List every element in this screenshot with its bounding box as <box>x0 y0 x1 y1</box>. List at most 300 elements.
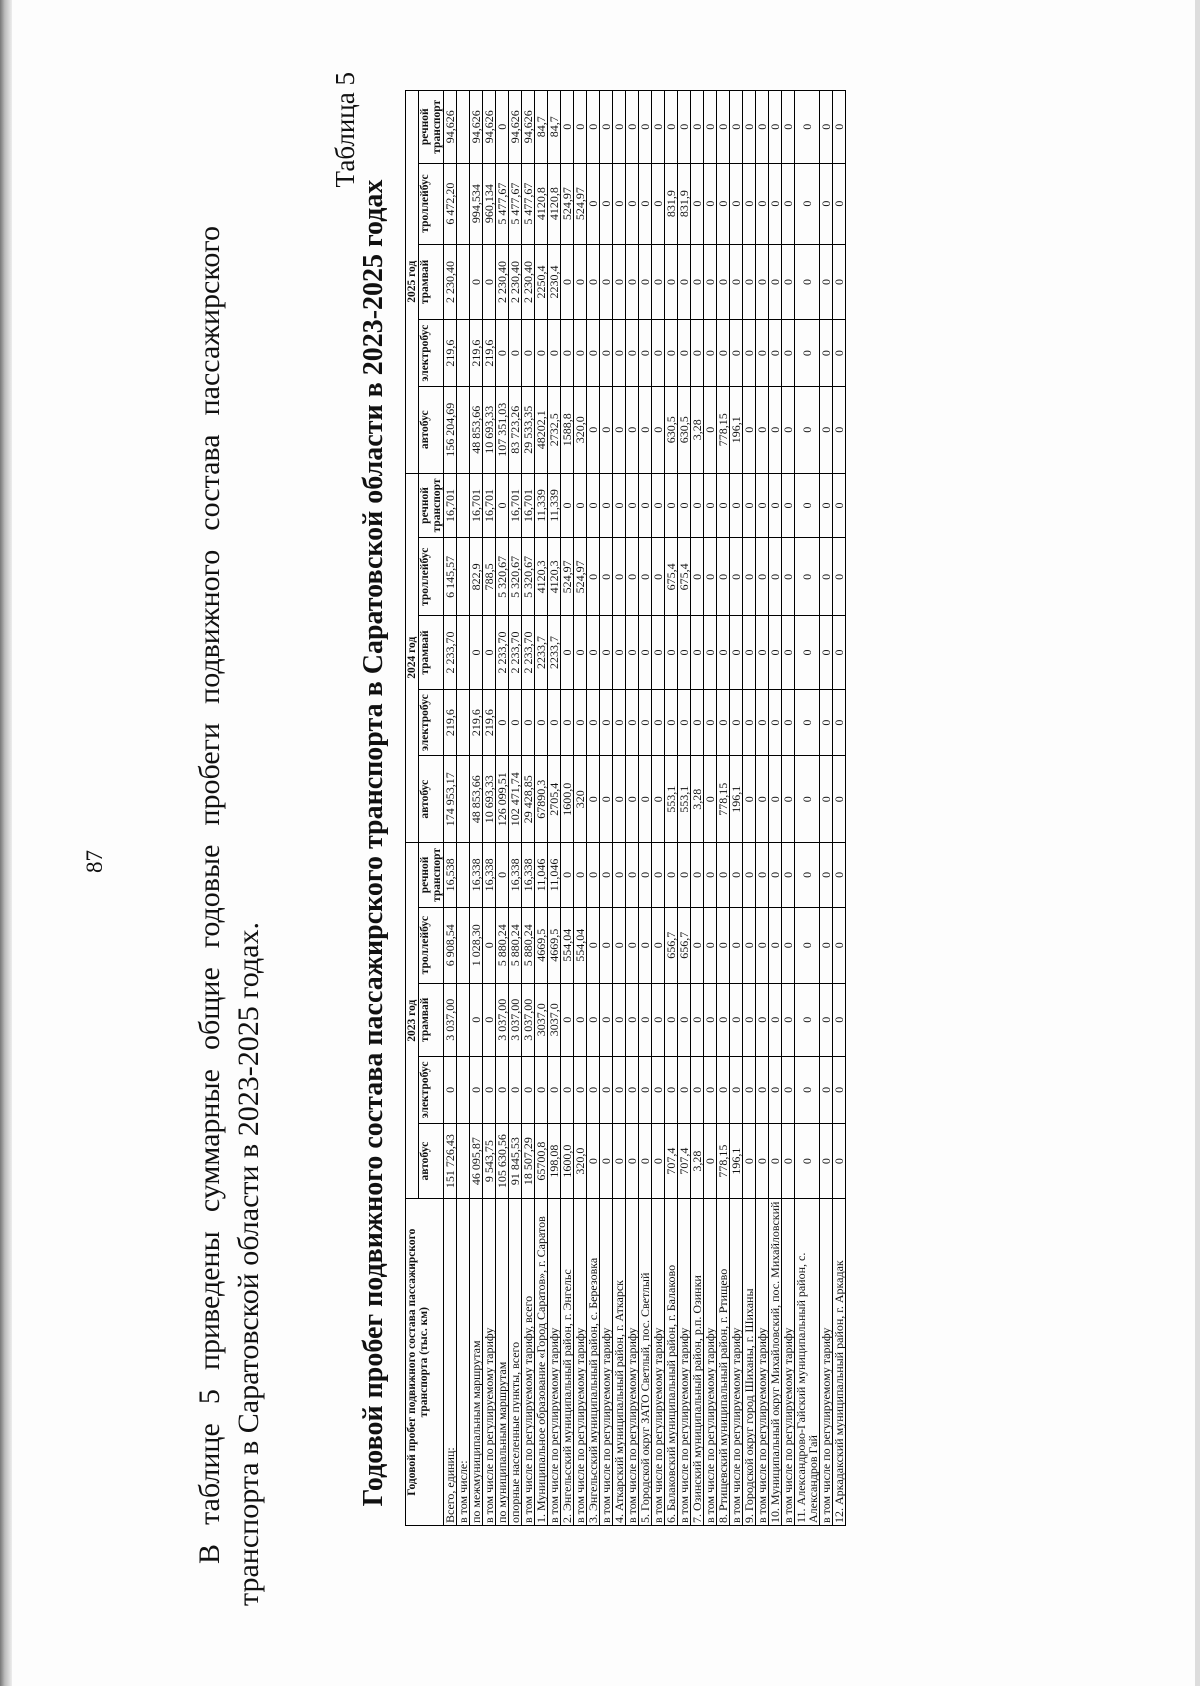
table-cell: 10 693,33 <box>483 756 496 843</box>
table-cell: 0 <box>782 538 795 616</box>
row-name: в том числе по регулируемому тарифу <box>600 1199 613 1526</box>
table-cell: 0 <box>678 983 691 1057</box>
mileage-table <box>405 90 846 1526</box>
table-cell: 0 <box>795 842 820 907</box>
table-cell: 778,15 <box>717 756 730 843</box>
table-cell: 3,28 <box>691 387 704 474</box>
table-cell: 3 037,00 <box>509 983 522 1057</box>
table-cell: 0 <box>600 91 613 164</box>
table-cell: 0 <box>613 689 626 756</box>
table-cell: 0 <box>782 320 795 387</box>
table-cell: 1600,0 <box>561 756 574 843</box>
table-cell: 0 <box>795 91 820 164</box>
table-cell: 0 <box>561 244 574 320</box>
table-row <box>600 91 613 1526</box>
table-cell: 0 <box>483 983 496 1057</box>
row-name: в том числе по регулируемому тарифу <box>678 1199 691 1526</box>
table-cell: 0 <box>587 1123 600 1199</box>
table-cell: 94,626 <box>483 91 496 164</box>
table-cell: 84,7 <box>535 91 548 164</box>
intro-paragraph: В таблице 5 приведены суммарные общие годовые пробеги подвижного состава пассажирского транспорта в Саратовской области в 2023-2025 годах. <box>193 226 265 1606</box>
table-cell: 0 <box>548 689 561 756</box>
row-name: 6. Балаковский муниципальный район, г. Балаково <box>665 1199 678 1526</box>
table-cell: 0 <box>756 756 769 843</box>
table-cell: 524,97 <box>574 538 587 616</box>
table-cell: 0 <box>769 1123 782 1199</box>
table-cell: 0 <box>587 320 600 387</box>
row-name: в том числе по регулируемому тарифу <box>574 1199 587 1526</box>
table-cell: 0 <box>704 756 717 843</box>
table-cell: 0 <box>574 244 587 320</box>
table-cell: 0 <box>509 320 522 387</box>
table-cell: 0 <box>756 387 769 474</box>
table-cell: 0 <box>730 538 743 616</box>
table-cell: 0 <box>743 320 756 387</box>
row-name: в том числе по регулируемому тарифу <box>483 1199 496 1526</box>
table-row <box>782 91 795 1526</box>
table-row <box>691 91 704 1526</box>
table-cell: 0 <box>574 473 587 538</box>
table-cell: 196,1 <box>730 387 743 474</box>
table-cell: 0 <box>782 244 795 320</box>
table-cell: 0 <box>717 91 730 164</box>
table-cell <box>457 983 470 1057</box>
row-name: в том числе по регулируемому тарифу <box>548 1199 561 1526</box>
table-cell: 84,7 <box>548 91 561 164</box>
table-cell: 0 <box>782 983 795 1057</box>
table-cell: 0 <box>782 616 795 690</box>
table-cell: 0 <box>730 163 743 244</box>
table-cell: 0 <box>600 616 613 690</box>
table-cell: 3,28 <box>691 1123 704 1199</box>
table-cell: 0 <box>743 91 756 164</box>
table-cell: 831,9 <box>665 163 678 244</box>
table-cell: 2 230,40 <box>444 244 457 320</box>
table-cell: 0 <box>769 91 782 164</box>
table-cell: 0 <box>704 244 717 320</box>
table-row <box>820 91 833 1526</box>
table-cell: 0 <box>743 1057 756 1124</box>
row-name: в том числе по регулируемому тарифу, всего <box>522 1199 535 1526</box>
table-cell: 156 204,69 <box>444 387 457 474</box>
table-cell: 5 320,67 <box>509 538 522 616</box>
table-cell: 107 351,03 <box>496 387 509 474</box>
table-cell: 0 <box>782 473 795 538</box>
table-cell: 219,6 <box>444 320 457 387</box>
table-cell <box>457 1057 470 1124</box>
table-cell: 48 853,66 <box>470 756 483 843</box>
table-cell: 1600,0 <box>561 1123 574 1199</box>
table-cell: 5 320,67 <box>496 538 509 616</box>
table-cell: 67890,3 <box>535 756 548 843</box>
table-cell: 0 <box>820 320 833 387</box>
column-header: электробус <box>419 689 444 756</box>
table-cell: 778,15 <box>717 1123 730 1199</box>
table-cell: 0 <box>626 983 639 1057</box>
row-name: 9. Городской округ город Шиханы, г. Шиханы <box>743 1199 756 1526</box>
column-header: троллейбус <box>419 907 444 983</box>
table-cell: 0 <box>717 473 730 538</box>
table-cell: 4120,8 <box>548 163 561 244</box>
table-cell: 656,7 <box>665 907 678 983</box>
table-row <box>833 91 846 1526</box>
table-cell: 0 <box>652 163 665 244</box>
table-cell: 0 <box>743 1123 756 1199</box>
table-cell: 0 <box>639 689 652 756</box>
table-cell: 16,538 <box>444 842 457 907</box>
table-cell: 0 <box>587 842 600 907</box>
table-cell: 198,08 <box>548 1123 561 1199</box>
table-cell: 0 <box>769 163 782 244</box>
table-cell: 0 <box>691 842 704 907</box>
table-cell: 0 <box>691 163 704 244</box>
table-cell: 0 <box>470 616 483 690</box>
table-cell: 0 <box>820 689 833 756</box>
table-cell: 0 <box>639 163 652 244</box>
column-header: речной транспорт <box>419 842 444 907</box>
table-cell: 2 233,70 <box>522 616 535 690</box>
table-cell: 0 <box>613 244 626 320</box>
table-cell: 0 <box>756 842 769 907</box>
table-cell: 94,626 <box>522 91 535 164</box>
table-cell: 0 <box>639 473 652 538</box>
table-title: Годовой пробег подвижного состава пассажирского транспорта в Саратовской области в 2023-2025 годах <box>358 179 389 1507</box>
table-cell: 2705,4 <box>548 756 561 843</box>
table-cell: 0 <box>639 983 652 1057</box>
table-cell: 0 <box>483 244 496 320</box>
table-cell: 3,28 <box>691 756 704 843</box>
table-cell: 0 <box>756 983 769 1057</box>
table-cell: 0 <box>600 387 613 474</box>
table-cell: 0 <box>704 473 717 538</box>
table-cell: 0 <box>756 538 769 616</box>
table-cell: 0 <box>665 91 678 164</box>
table-cell <box>457 756 470 843</box>
table-cell: 0 <box>691 1057 704 1124</box>
table-cell: 0 <box>652 1123 665 1199</box>
table-cell: 320,0 <box>574 1123 587 1199</box>
table-cell: 656,7 <box>678 907 691 983</box>
table-cell: 0 <box>626 616 639 690</box>
table-cell: 707,4 <box>665 1123 678 1199</box>
table-cell: 0 <box>691 616 704 690</box>
table-cell: 0 <box>678 473 691 538</box>
table-cell: 0 <box>470 983 483 1057</box>
table-cell: 0 <box>678 1057 691 1124</box>
table-cell: 0 <box>704 842 717 907</box>
column-header: трамвай <box>419 983 444 1057</box>
table-cell: 0 <box>626 244 639 320</box>
table-cell: 0 <box>704 320 717 387</box>
table-cell: 0 <box>743 387 756 474</box>
table-cell: 0 <box>665 1057 678 1124</box>
table-cell: 0 <box>782 1057 795 1124</box>
table-cell: 0 <box>665 689 678 756</box>
table-cell: 0 <box>574 616 587 690</box>
table-cell: 0 <box>743 473 756 538</box>
table-cell: 0 <box>717 163 730 244</box>
table-cell: 3037,0 <box>535 983 548 1057</box>
table-cell: 219,6 <box>470 320 483 387</box>
row-name: по межмуниципальным маршрутам <box>470 1199 483 1526</box>
table-cell: 219,6 <box>470 689 483 756</box>
table-row <box>444 91 457 1526</box>
table-cell: 0 <box>795 244 820 320</box>
table-cell: 0 <box>691 473 704 538</box>
table-cell: 0 <box>820 91 833 164</box>
table-cell: 0 <box>820 616 833 690</box>
table-cell: 524,97 <box>574 163 587 244</box>
table-row <box>678 91 691 1526</box>
table-cell: 994,534 <box>470 163 483 244</box>
table-cell: 29 428,85 <box>522 756 535 843</box>
table-cell: 0 <box>665 473 678 538</box>
table-cell: 0 <box>626 756 639 843</box>
table-cell: 16,701 <box>444 473 457 538</box>
table-cell: 822,9 <box>470 538 483 616</box>
table-cell: 0 <box>704 616 717 690</box>
table-cell: 48202,1 <box>535 387 548 474</box>
table-cell <box>457 473 470 538</box>
table-cell: 0 <box>470 1057 483 1124</box>
table-cell: 831,9 <box>678 163 691 244</box>
table-cell: 0 <box>782 842 795 907</box>
table-cell: 0 <box>833 983 846 1057</box>
table-cell: 788,5 <box>483 538 496 616</box>
table-cell: 0 <box>691 320 704 387</box>
table-cell: 0 <box>509 689 522 756</box>
table-cell: 0 <box>613 756 626 843</box>
table-cell: 0 <box>820 1123 833 1199</box>
table-cell: 4120,8 <box>535 163 548 244</box>
table-cell <box>457 842 470 907</box>
table-cell: 0 <box>587 756 600 843</box>
table-cell: 0 <box>704 163 717 244</box>
table-cell: 0 <box>769 983 782 1057</box>
table-cell: 0 <box>626 320 639 387</box>
row-name: 3. Энгельсский муниципальный район, с. Березовка <box>587 1199 600 1526</box>
table-cell: 0 <box>665 616 678 690</box>
row-name: по муниципальным маршрутам <box>496 1199 509 1526</box>
table-cell: 0 <box>587 538 600 616</box>
table-row <box>535 91 548 1526</box>
table-cell: 0 <box>769 538 782 616</box>
table-cell: 0 <box>652 616 665 690</box>
table-cell: 0 <box>665 320 678 387</box>
table-cell: 0 <box>639 1057 652 1124</box>
table-cell: 0 <box>833 842 846 907</box>
table-cell: 5 880,24 <box>509 907 522 983</box>
page-number: 87 <box>82 850 107 873</box>
table-cell: 0 <box>639 538 652 616</box>
table-cell: 5 880,24 <box>522 907 535 983</box>
table-cell: 0 <box>600 163 613 244</box>
table-cell: 553,1 <box>678 756 691 843</box>
table-cell: 554,04 <box>574 907 587 983</box>
table-cell: 675,4 <box>665 538 678 616</box>
table-row <box>470 91 483 1526</box>
table-cell: 0 <box>795 473 820 538</box>
table-cell: 0 <box>704 387 717 474</box>
row-name: в том числе по регулируемому тарифу <box>820 1199 833 1526</box>
table-cell: 0 <box>691 689 704 756</box>
table-cell: 0 <box>820 756 833 843</box>
table-cell: 0 <box>652 244 665 320</box>
table-cell: 0 <box>600 689 613 756</box>
table-cell: 0 <box>639 244 652 320</box>
table-cell: 4120,3 <box>535 538 548 616</box>
table-cell: 0 <box>574 1057 587 1124</box>
table-cell: 0 <box>639 907 652 983</box>
table-cell: 0 <box>535 320 548 387</box>
table-cell: 219,6 <box>483 689 496 756</box>
table-row <box>717 91 730 1526</box>
row-name: в том числе: <box>457 1199 470 1526</box>
table-cell: 0 <box>613 320 626 387</box>
table-cell: 0 <box>496 91 509 164</box>
table-cell: 11,339 <box>535 473 548 538</box>
table-cell: 0 <box>535 689 548 756</box>
row-name: 12. Аркадакский муниципальный район, г. Аркадак <box>833 1199 846 1526</box>
table-cell: 6 908,54 <box>444 907 457 983</box>
table-cell: 960,134 <box>483 163 496 244</box>
table-cell: 0 <box>782 387 795 474</box>
table-cell: 0 <box>652 756 665 843</box>
table-row <box>574 91 587 1526</box>
table-cell: 0 <box>574 320 587 387</box>
table-cell: 48 853,66 <box>470 387 483 474</box>
table-cell: 0 <box>795 756 820 843</box>
table-cell: 5 477,67 <box>496 163 509 244</box>
table-cell: 0 <box>600 907 613 983</box>
table-cell: 219,6 <box>483 320 496 387</box>
table-row <box>704 91 717 1526</box>
table-cell: 2 230,40 <box>496 244 509 320</box>
table-row <box>483 91 496 1526</box>
table-cell: 0 <box>496 689 509 756</box>
table-cell <box>457 320 470 387</box>
table-cell: 0 <box>496 473 509 538</box>
table-cell: 0 <box>756 91 769 164</box>
table-cell: 0 <box>522 689 535 756</box>
table-cell: 0 <box>820 538 833 616</box>
table-cell: 0 <box>717 842 730 907</box>
column-header: автобус <box>419 387 444 474</box>
table-cell: 105 630,56 <box>496 1123 509 1199</box>
table-cell: 2 233,70 <box>444 616 457 690</box>
table-cell: 0 <box>691 983 704 1057</box>
table-cell: 0 <box>665 983 678 1057</box>
table-cell: 675,4 <box>678 538 691 616</box>
table-cell: 0 <box>613 538 626 616</box>
column-header: троллейбус <box>419 163 444 244</box>
table-cell: 0 <box>561 983 574 1057</box>
table-cell: 0 <box>743 842 756 907</box>
table-cell: 0 <box>587 473 600 538</box>
table-body <box>444 91 846 1526</box>
table-cell: 0 <box>704 1123 717 1199</box>
table-cell: 0 <box>626 91 639 164</box>
table-cell: 0 <box>833 91 846 164</box>
table-cell: 0 <box>600 983 613 1057</box>
table-cell: 3 037,00 <box>444 983 457 1057</box>
table-cell: 2230,4 <box>548 244 561 320</box>
table-cell <box>457 91 470 164</box>
table-cell: 46 095,87 <box>470 1123 483 1199</box>
table-cell: 0 <box>626 1123 639 1199</box>
table-row <box>665 91 678 1526</box>
table-cell: 0 <box>704 91 717 164</box>
table-cell: 0 <box>587 907 600 983</box>
table-cell: 0 <box>587 244 600 320</box>
table-cell: 0 <box>769 756 782 843</box>
table-cell: 3 037,00 <box>496 983 509 1057</box>
year-header: 2025 год <box>406 91 419 474</box>
table-row <box>561 91 574 1526</box>
table-cell: 102 471,74 <box>509 756 522 843</box>
table-cell: 0 <box>769 842 782 907</box>
table-cell: 0 <box>652 387 665 474</box>
table-cell: 0 <box>483 616 496 690</box>
row-name: 1. Муниципальное образование «Город Саратов», г. Саратов <box>535 1199 548 1526</box>
table-cell: 1588,8 <box>561 387 574 474</box>
table-cell: 11,046 <box>535 842 548 907</box>
table-cell: 0 <box>639 387 652 474</box>
row-label-header: Годовой пробег подвижного состава пассажирского транспорта (тыс. км) <box>406 1199 444 1526</box>
table-cell: 0 <box>652 91 665 164</box>
table-cell: 29 533,35 <box>522 387 535 474</box>
table-cell: 630,5 <box>665 387 678 474</box>
table-cell: 0 <box>820 842 833 907</box>
table-cell: 0 <box>795 616 820 690</box>
table-cell: 0 <box>678 616 691 690</box>
table-cell: 0 <box>522 1057 535 1124</box>
table-cell: 2 230,40 <box>522 244 535 320</box>
table-cell: 16,338 <box>522 842 535 907</box>
table-cell: 94,626 <box>444 91 457 164</box>
table-cell: 524,97 <box>561 538 574 616</box>
table-row <box>756 91 769 1526</box>
table-row <box>548 91 561 1526</box>
table-cell: 0 <box>717 1057 730 1124</box>
table-cell: 524,97 <box>561 163 574 244</box>
table-row <box>652 91 665 1526</box>
table-cell: 0 <box>795 689 820 756</box>
table-cell: 0 <box>756 244 769 320</box>
table-cell: 0 <box>600 244 613 320</box>
table-cell: 0 <box>691 91 704 164</box>
table-cell: 0 <box>587 91 600 164</box>
table-cell: 0 <box>717 689 730 756</box>
column-header: электробус <box>419 1057 444 1124</box>
table-cell: 16,701 <box>483 473 496 538</box>
column-header: электробус <box>419 320 444 387</box>
table-cell: 174 953,17 <box>444 756 457 843</box>
table-cell: 0 <box>795 163 820 244</box>
table-cell: 0 <box>626 907 639 983</box>
column-header: троллейбус <box>419 538 444 616</box>
table-cell: 16,701 <box>509 473 522 538</box>
table-cell: 0 <box>730 1057 743 1124</box>
column-header: автобус <box>419 1123 444 1199</box>
table-cell: 0 <box>626 473 639 538</box>
table-cell: 707,4 <box>678 1123 691 1199</box>
table-cell: 630,5 <box>678 387 691 474</box>
table-cell: 5 477,67 <box>522 163 535 244</box>
table-cell: 0 <box>561 91 574 164</box>
table-cell: 0 <box>626 1057 639 1124</box>
table-cell: 9 543,75 <box>483 1123 496 1199</box>
